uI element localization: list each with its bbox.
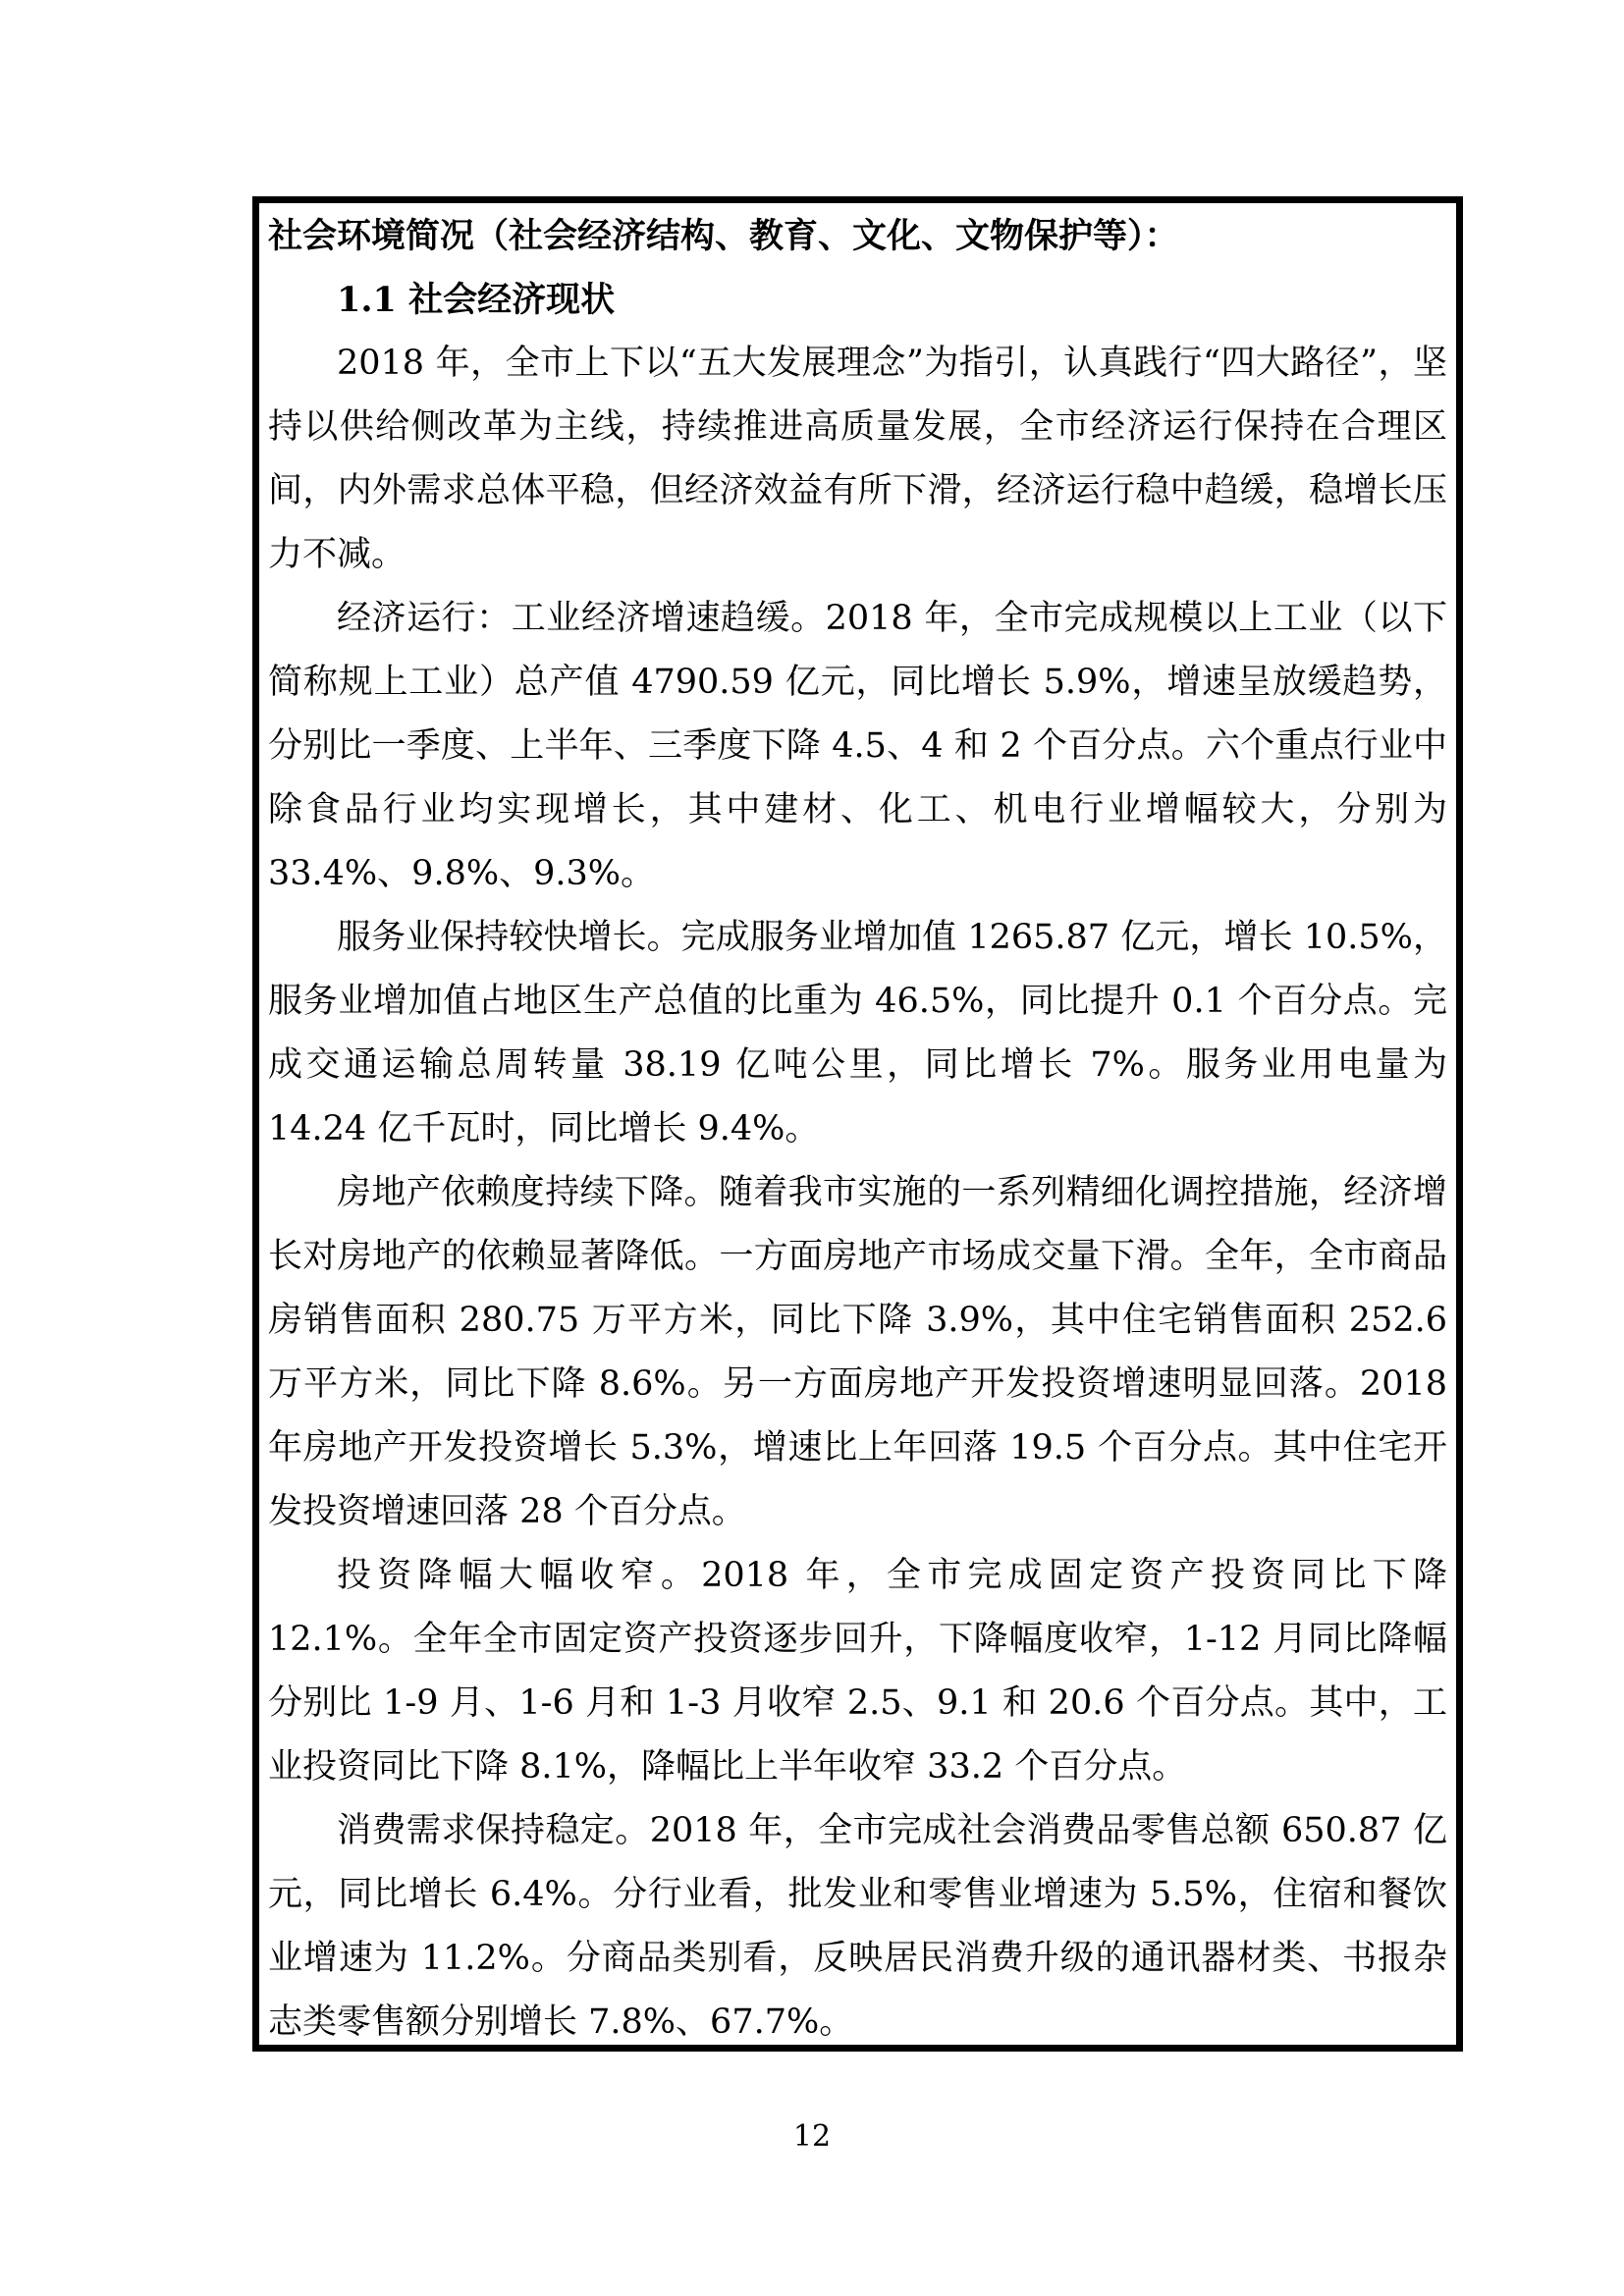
section-heading: 1.1 社会经济现状 (337, 280, 616, 320)
page-number: 12 (792, 2119, 832, 2154)
paragraph-service-industry: 服务业保持较快增长。完成服务业增加值 1265.87 亿元，增长 10.5%，服务业增加值占地区生产总值的比重为 46.5%，同比提升 0.1 个百分点。完成交通运输总周转量 38.19 亿吨公里，同比增长 7%。服务业用电量为 14.24 亿千瓦时，同比增长 9.4%。 (268, 918, 1447, 1148)
box-title: 社会环境简况（社会经济结构、教育、文化、文物保护等）： (268, 216, 1179, 256)
social-environment-section-box (252, 196, 1463, 2052)
paragraph-investment: 投资降幅大幅收窄。2018 年，全市完成固定资产投资同比下降 12.1%。全年全市固定资产投资逐步回升，下降幅度收窄，1-12 月同比降幅分别比 1-9 月、1-6 月和 1-3 月收窄 2.5、9.1 和 20.6 个百分点。其中，工业投资同比下降 8.1%，降幅比上半年收窄 33.2 个百分点。 (268, 1556, 1447, 1787)
paragraph-economic-overview: 2018 年，全市上下以“五大发展理念”为指引，认真践行“四大路径”，坚持以供给侧改革为主线，持续推进高质量发展，全市经济运行保持在合理区间，内外需求总体平稳，但经济效益有所下滑，经济运行稳中趋缓，稳增长压力不减。 (268, 344, 1447, 574)
paragraph-real-estate: 房地产依赖度持续下降。随着我市实施的一系列精细化调控措施，经济增长对房地产的依赖显著降低。一方面房地产市场成交量下滑。全年，全市商品房销售面积 280.75 万平方米，同比下降 3.9%，其中住宅销售面积 252.6 万平方米，同比下降 8.6%。另一方面房地产开发投资增速明显回落。2018 年房地产开发投资增长 5.3%，增速比上年回落 19.5 个百分点。其中住宅开发投资增速回落 28 个百分点。 (268, 1173, 1447, 1531)
paragraph-consumption: 消费需求保持稳定。2018 年，全市完成社会消费品零售总额 650.87 亿元，同比增长 6.4%。分行业看，批发业和零售业增速为 5.5%，住宿和餐饮业增速为 11.2%。分商品类别看，反映居民消费升级的通讯器材类、书报杂志类零售额分别增长 7.8%、67.7%。 (268, 1811, 1447, 2042)
paragraph-industrial-economy: 经济运行：工业经济增速趋缓。2018 年，全市完成规模以上工业（以下简称规上工业）总产值 4790.59 亿元，同比增长 5.9%，增速呈放缓趋势，分别比一季度、上半年、三季度下降 4.5、4 和 2 个百分点。六个重点行业中除食品行业均实现增长，其中建材、化工、机电行业增幅较大，分别为 33.4%、9.8%、9.3%。 (268, 599, 1447, 893)
